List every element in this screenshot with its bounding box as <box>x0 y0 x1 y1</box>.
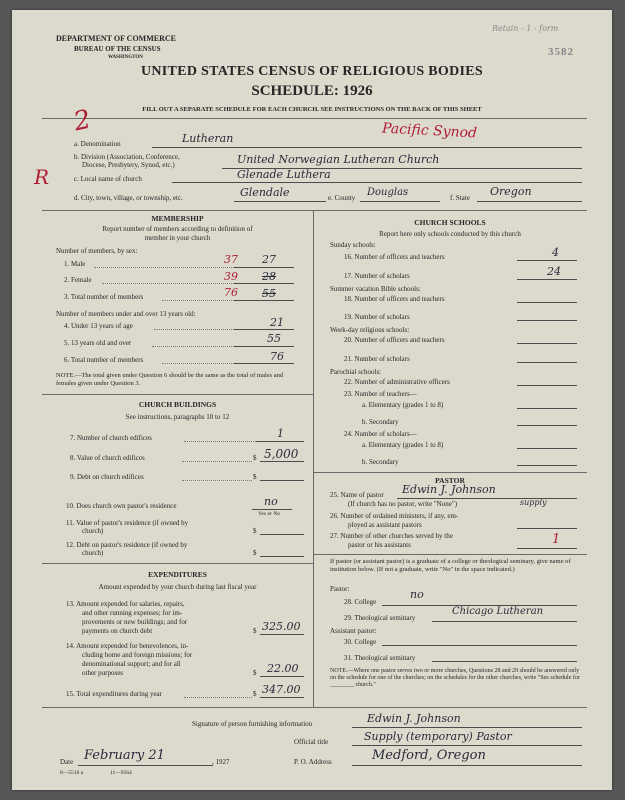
q13-value: 325.00 <box>262 620 301 633</box>
q5-line <box>234 346 294 347</box>
address-value: Medford, Oregon <box>372 748 486 763</box>
pastor-sublabel: Pastor: <box>330 585 350 593</box>
q3-red-value: 76 <box>224 286 238 299</box>
lower-divider <box>42 707 587 708</box>
q2-label: 2. Female <box>64 276 92 284</box>
q23a-line <box>517 408 577 409</box>
corner-note: Retain - 1 - form <box>492 24 559 33</box>
q7-line <box>256 441 304 442</box>
q2-line <box>234 283 294 284</box>
q8-dollar: $ <box>253 454 257 462</box>
official-title-line <box>352 745 582 746</box>
local-name-value: Glenade Luthera <box>237 168 331 181</box>
q3-value: 55 <box>262 287 276 300</box>
date-label: Date <box>60 758 74 766</box>
q3-line <box>234 300 294 301</box>
q29-line <box>432 621 577 622</box>
signature-value: Edwin J. Johnson <box>367 712 461 725</box>
section-divider <box>42 210 587 211</box>
q13-dollar: $ <box>253 627 257 635</box>
q1-line <box>234 267 294 268</box>
local-name-label: c. Local name of church <box>74 175 142 183</box>
q17-line <box>517 279 577 280</box>
q31-label: 31. Theological seminary <box>344 654 416 662</box>
county-value: Douglas <box>367 187 409 198</box>
official-title-value: Supply (temporary) Pastor <box>364 730 512 743</box>
q3-label: 3. Total number of members <box>64 293 144 301</box>
q12-line <box>260 556 304 557</box>
local-name-line <box>172 182 582 183</box>
q19-line <box>517 320 577 321</box>
q30-line <box>382 645 577 646</box>
q14-label-3: denominational support; and for all <box>82 660 181 668</box>
q24a-label: a. Elementary (grades 1 to 8) <box>362 441 444 449</box>
q15-label: 15. Total expenditures during year <box>66 690 162 698</box>
census-schedule-page <box>12 10 612 790</box>
denomination-line <box>152 147 582 148</box>
q6-label: 6. Total number of members <box>64 356 144 364</box>
q2-value: 28 <box>262 270 276 283</box>
membership-heading: MEMBERSHIP <box>151 214 204 223</box>
q8-leader <box>182 461 252 462</box>
q4-line <box>234 329 294 330</box>
q17-value: 24 <box>547 265 561 278</box>
assistant-sublabel: Assistant pastor: <box>330 627 377 635</box>
q24b-label: b. Secondary <box>362 458 399 466</box>
q27-line <box>517 548 577 549</box>
membership-intro-2: member in your church <box>144 234 211 242</box>
q5-label: 5. 13 years old and over <box>64 339 132 347</box>
q8-value: 5,000 <box>264 447 299 461</box>
parochial-label: Parochial schools: <box>330 368 382 376</box>
q3-leader <box>162 300 234 301</box>
q25-line <box>397 498 577 499</box>
q13-label: 13. Amount expended for salaries, repairs, <box>66 600 185 608</box>
yes-no-hint: Yes or No <box>258 511 281 517</box>
q26-label-2: ployed as assistant pastors <box>348 521 422 529</box>
department-heading: DEPARTMENT OF COMMERCE <box>56 34 177 43</box>
schedule-instruction: FILL OUT A SEPARATE SCHEDULE FOR EACH CHURCH. SEE INSTRUCTIONS ON THE BACK OF THIS SHEET <box>142 106 482 113</box>
q15-dollar: $ <box>253 690 257 698</box>
q29-value: Chicago Lutheran <box>452 606 544 617</box>
date-year: , 1927 <box>212 758 230 766</box>
q31-line <box>432 661 577 662</box>
q10-label: 10. Does church own pastor's residence <box>66 502 177 510</box>
buildings-divider <box>42 563 313 564</box>
state-line <box>477 201 582 202</box>
division-label-2: Diocese, Presbytery, Synod, etc.) <box>82 161 175 169</box>
q13-label-2: and other running expenses; for im- <box>82 609 183 617</box>
q23b-label: b. Secondary <box>362 418 399 426</box>
signature-line <box>352 727 582 728</box>
q4-label: 4. Under 13 years of age <box>64 322 133 330</box>
q10-line <box>252 509 292 510</box>
membership-intro: Report number of members according to definition of <box>102 225 253 233</box>
q6-value: 76 <box>270 350 284 363</box>
q22-label: 22. Number of administrative officers <box>344 378 450 386</box>
city-label: d. City, town, village, or township, etc. <box>74 194 183 202</box>
q23b-line <box>517 425 577 426</box>
address-label: P. O. Address <box>294 758 332 766</box>
q19-label: 19. Number of scholars <box>344 313 410 321</box>
date-value: February 21 <box>84 748 165 763</box>
q1-label: 1. Male <box>64 260 86 268</box>
q11-dollar: $ <box>253 527 257 535</box>
by-sex-label: Number of members, by sex: <box>56 247 138 255</box>
q8-label: 8. Value of church edifices <box>70 454 145 462</box>
form-code: 8—5518 a <box>60 770 84 776</box>
sunday-label: Sunday schools: <box>330 241 376 249</box>
q25-hint: (If church has no pastor, write "None") <box>348 500 458 508</box>
q29-label: 29. Theological seminary <box>344 614 416 622</box>
q7-leader <box>184 441 256 442</box>
header-divider <box>42 118 587 119</box>
summer-label: Summer vacation Bible schools: <box>330 285 421 293</box>
membership-divider <box>42 394 313 395</box>
q14-label-2: cluding home and foreign missions; for <box>82 651 193 659</box>
official-title-label: Official title <box>294 738 329 746</box>
q27-value: 1 <box>552 532 561 547</box>
pastor-divider <box>313 554 587 555</box>
q28-label: 28. College <box>344 598 377 606</box>
red-r-mark: R <box>34 165 50 189</box>
q9-dollar: $ <box>253 473 257 481</box>
city-value: Glendale <box>240 186 290 199</box>
q23-label: 23. Number of teachers— <box>344 390 417 398</box>
q17-label: 17. Number of scholars <box>344 272 410 280</box>
q25-label: 25. Name of pastor <box>330 491 384 499</box>
q6-leader <box>162 363 234 364</box>
form-code-2: 11—9564 <box>110 770 132 776</box>
q26-line <box>517 528 577 529</box>
county-line <box>360 201 440 202</box>
q14-line <box>260 676 304 677</box>
q24a-line <box>517 448 577 449</box>
q12-label-2: church) <box>82 549 104 557</box>
q1-value: 27 <box>262 253 276 266</box>
q23a-label: a. Elementary (grades 1 to 8) <box>362 401 444 409</box>
schedule-title: SCHEDULE: 1926 <box>251 83 373 99</box>
q13-line <box>260 634 304 635</box>
q9-line <box>260 480 304 481</box>
q11-label-2: church) <box>82 527 104 535</box>
expenditures-intro: Amount expended by your church during last fiscal year <box>98 583 257 591</box>
q18-label: 18. Number of officers and teachers <box>344 295 445 303</box>
expenditures-heading: EXPENDITURES <box>148 570 207 579</box>
q10-value: no <box>264 495 278 508</box>
buildings-heading: CHURCH BUILDINGS <box>138 400 217 409</box>
red-number-mark: 2 <box>71 104 94 138</box>
q8-line <box>260 461 304 462</box>
state-label: f. State <box>450 194 470 202</box>
q28-value: no <box>410 588 424 601</box>
q7-value: 1 <box>277 427 284 440</box>
q13-label-3: provements or new buildings; and for <box>82 618 188 626</box>
denomination-value: Lutheran <box>182 132 234 145</box>
q24-label: 24. Number of scholars— <box>344 430 417 438</box>
q14-dollar: $ <box>253 669 257 677</box>
q30-label: 30. College <box>344 638 377 646</box>
q26-label: 26. Number of ordained ministers, if any, em- <box>330 512 459 520</box>
q4-value: 21 <box>270 316 284 329</box>
city-heading: WASHINGTON <box>108 55 143 60</box>
q9-label: 9. Debt on church edifices <box>70 473 144 481</box>
q9-leader <box>182 480 252 481</box>
q25-value: Edwin J. Johnson <box>402 483 496 496</box>
page-title: UNITED STATES CENSUS OF RELIGIOUS BODIES <box>140 64 483 79</box>
q12-label: 12. Debt on pastor's residence (if owned by <box>66 541 188 549</box>
division-label-1: b. Division (Association, Conference, <box>74 153 180 161</box>
address-line <box>352 765 582 766</box>
city-line <box>234 201 326 202</box>
q5-value: 55 <box>267 332 281 345</box>
q20-label: 20. Number of officers and teachers <box>344 336 445 344</box>
q24b-line <box>517 465 577 466</box>
q6-line <box>234 363 294 364</box>
q22-line <box>517 385 577 386</box>
q14-label: 14. Amount expended for benevolences, in- <box>66 642 189 650</box>
q21-line <box>517 362 577 363</box>
q14-value: 22.00 <box>267 662 299 675</box>
q1-red-value: 37 <box>224 253 238 266</box>
pastor-heading: PASTOR <box>435 476 465 485</box>
date-line <box>78 765 213 766</box>
q18-line <box>517 302 577 303</box>
q16-value: 4 <box>552 246 559 259</box>
q11-line <box>260 534 304 535</box>
q27-label-2: pastor or his assistants <box>348 541 411 549</box>
q12-dollar: $ <box>253 549 257 557</box>
q15-value: 347.00 <box>262 683 301 696</box>
pastor-note: NOTE.—Where one pastor serves two or more churches, Questions 28 and 29 should be answered only on the schedule for one of the churches; on the schedules for the other churches, write "See schedule for ________ church." <box>330 668 580 688</box>
q20-line <box>517 343 577 344</box>
q16-line <box>517 260 577 261</box>
q1-leader <box>94 267 234 268</box>
q16-label: 16. Number of officers and teachers <box>344 253 445 261</box>
division-value: United Norwegian Lutheran Church <box>237 153 440 166</box>
graduate-note: If pastor (or assistant pastor) is a graduate of a college or theological seminary, give name of institution below. (If not a graduate, write "No" in the space indicated.) <box>330 558 571 573</box>
bureau-heading: BUREAU OF THE CENSUS <box>74 45 161 53</box>
schools-divider <box>313 472 587 473</box>
red-synod-annotation: Pacific Synod <box>381 120 478 142</box>
county-label: e. County <box>328 194 356 202</box>
schedule-number: 3582 <box>548 46 574 58</box>
denomination-label: a. Denomination <box>74 140 121 148</box>
column-divider <box>313 210 314 707</box>
q7-label: 7. Number of church edifices <box>70 434 152 442</box>
membership-note: NOTE.—The total given under Question 6 should be the same as the total of males and females given under Question 3. <box>56 372 284 387</box>
q2-red-value: 39 <box>224 270 238 283</box>
q13-label-4: payments on church debt <box>82 627 153 635</box>
q14-label-4: other purposes <box>82 669 124 677</box>
q25-note: supply <box>520 498 547 507</box>
weekday-label: Week-day religious schools: <box>330 326 410 334</box>
buildings-intro: See instructions, paragraphs 10 to 12 <box>125 413 230 421</box>
schools-heading: CHURCH SCHOOLS <box>414 218 486 227</box>
state-value: Oregon <box>490 185 532 198</box>
signature-label: Signature of person furnishing information <box>192 720 313 728</box>
q15-leader <box>184 697 252 698</box>
q4-leader <box>154 329 234 330</box>
q11-label: 11. Value of pastor's residence (if owned by <box>66 519 189 527</box>
q21-label: 21. Number of scholars <box>344 355 410 363</box>
age-intro-label: Number of members under and over 13 years old: <box>56 310 196 318</box>
q27-label: 27. Number of other churches served by the <box>330 532 453 540</box>
q2-leader <box>102 283 234 284</box>
q5-leader <box>152 346 234 347</box>
q15-line <box>260 697 304 698</box>
schools-intro: Report here only schools conducted by this church <box>379 230 521 238</box>
